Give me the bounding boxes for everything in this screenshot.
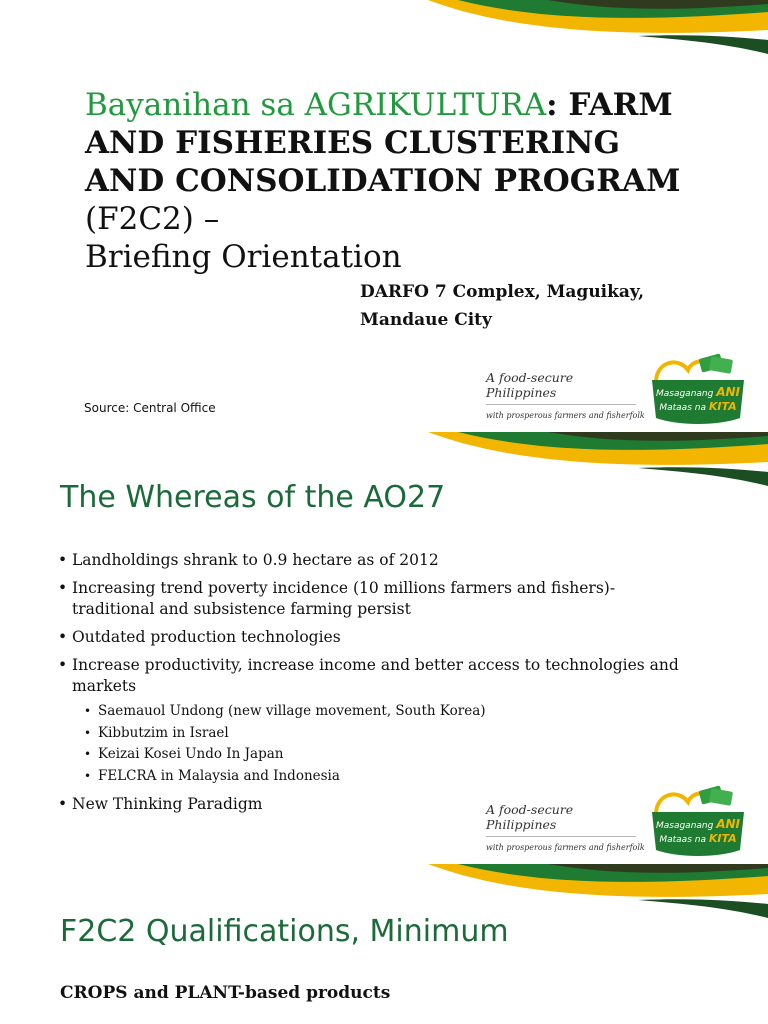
slide-whereas (0, 432, 768, 864)
source-note: Source: Central Office (84, 401, 216, 415)
logo-line-1a: Masaganang (655, 389, 714, 399)
section-subheading: CROPS and PLANT-based products (60, 983, 391, 1003)
bullet-item: • Increasing trend poverty incidence (10 millions farmers and fishers)- traditional and subsistence farming persist (58, 578, 698, 620)
slide-title (0, 0, 768, 432)
logo-line-2b: KITA (708, 832, 737, 845)
slide-heading: F2C2 Qualifications, Minimum (60, 914, 509, 949)
title-colon: : (546, 87, 558, 123)
tagline (486, 802, 646, 852)
slide-heading: The Whereas of the AO27 (60, 480, 446, 515)
title-program-description: FARM AND FISHERIES CLUSTERING AND CONSOLIDATION PROGRAM (85, 87, 681, 199)
masaganang-ani-logo (648, 352, 748, 426)
sub-bullet-list (84, 701, 698, 787)
corner-swoosh-decoration (388, 0, 768, 90)
whereas-bullet-list (58, 550, 698, 822)
bullet-item-text: Increase productivity, increase income and better access to technologies and markets (72, 656, 679, 695)
tagline-line-2: with prosperous farmers and fisherfolk (486, 411, 645, 420)
sub-bullet-item: • Saemauol Undong (new village movement, South Korea) (84, 701, 698, 723)
sub-bullet-item: • FELCRA in Malaysia and Indonesia (84, 766, 698, 788)
logo-line-2b: KITA (708, 400, 737, 413)
bullet-item: • Landholdings shrank to 0.9 hectare as of 2012 (58, 550, 698, 571)
tagline-line-1: A food-secure Philippines (486, 370, 574, 400)
tagline (486, 370, 646, 420)
slide-qualifications (0, 864, 768, 1024)
slide-title-text (85, 86, 685, 276)
logo-line-1a: Masaganang (655, 821, 714, 831)
sub-bullet-item: • Kibbutzim in Israel (84, 723, 698, 745)
bullet-item (58, 655, 698, 787)
tagline-rule (486, 404, 636, 405)
logo-line-1b: ANI (716, 817, 741, 831)
sub-bullet-item: • Keizai Kosei Undo In Japan (84, 744, 698, 766)
title-program-code: (F2C2) – (85, 201, 220, 237)
title-program-name: Bayanihan sa AGRIKULTURA (85, 87, 547, 123)
address-line-1: DARFO 7 Complex, Maguikay, (360, 282, 645, 302)
masaganang-ani-logo (648, 784, 748, 858)
logo-line-2a: Mataas na (659, 403, 706, 413)
address-line-2: Mandaue City (360, 310, 492, 330)
bullet-item: • New Thinking Paradigm (58, 794, 698, 815)
venue-address (360, 278, 720, 334)
tagline-line-1: A food-secure Philippines (486, 802, 574, 832)
tagline-rule (486, 836, 636, 837)
bullet-item: • Outdated production technologies (58, 627, 698, 648)
title-subtitle: Briefing Orientation (85, 239, 402, 275)
tagline-line-2: with prosperous farmers and fisherfolk (486, 843, 645, 852)
logo-line-1b: ANI (716, 385, 741, 399)
logo-line-2a: Mataas na (659, 835, 706, 845)
